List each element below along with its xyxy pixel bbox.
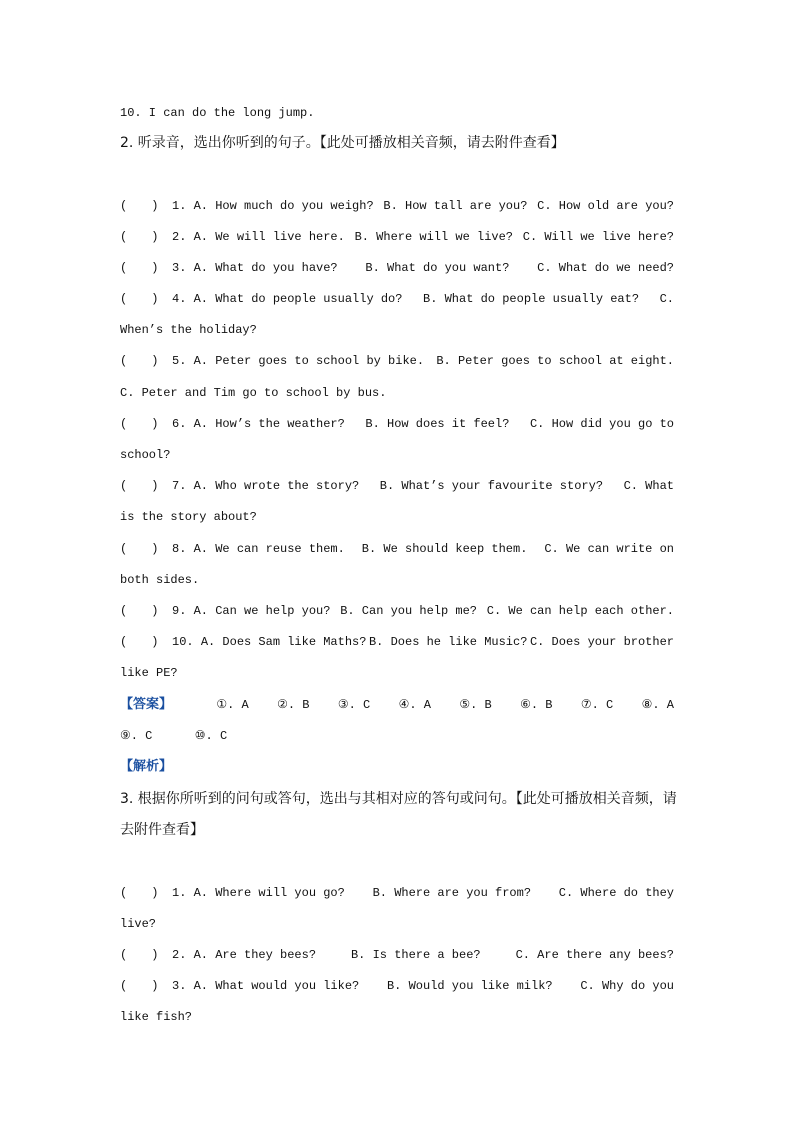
option-a: A. We will live here. xyxy=(193,230,345,244)
option-b: B. Where will we live? xyxy=(354,230,514,244)
question-number: 1. xyxy=(172,886,187,900)
question-row xyxy=(120,634,674,650)
question-number: 7. xyxy=(172,479,187,493)
question-number: 6. xyxy=(172,417,187,431)
section3-title-cont: 去附件查看】 xyxy=(120,822,204,838)
option-a: A. Are they bees? xyxy=(193,948,317,962)
option-c: C. We can help each other. xyxy=(486,604,674,618)
answer-item: ⑦. C xyxy=(580,698,614,712)
option-a: A. We can reuse them. xyxy=(193,542,345,556)
question-continuation: is the story about? xyxy=(120,510,257,524)
answer-item: ⑥. B xyxy=(520,698,553,712)
section3-title: 3. 根据你所听到的问句或答句，选出与其相对应的答句或问句。【此处可播放相关音频，请 xyxy=(120,791,677,807)
option-b: B. Can you help me? xyxy=(340,604,478,618)
question-number: 3. xyxy=(172,261,187,275)
option-a: A. How much do you weigh? xyxy=(193,199,374,213)
answer-blank[interactable]: ( ) xyxy=(120,542,159,556)
answer-blank[interactable]: ( ) xyxy=(120,635,159,649)
question-number: 5. xyxy=(172,354,187,368)
question-number: 3. xyxy=(172,979,187,993)
option-b: B. What do people usually eat? xyxy=(423,292,640,306)
question-continuation: both sides. xyxy=(120,573,200,587)
answer-blank[interactable]: ( ) xyxy=(120,292,159,306)
answers-row-2 xyxy=(120,728,674,744)
option-a: A. Peter goes to school by bike. xyxy=(193,354,425,368)
question-row xyxy=(120,885,674,901)
option-b: B. Is there a bee? xyxy=(350,948,481,962)
answer-blank[interactable]: ( ) xyxy=(120,948,159,962)
answer-blank[interactable]: ( ) xyxy=(120,979,159,993)
answer-item: ⑩. C xyxy=(194,729,228,743)
question-row xyxy=(120,978,674,994)
option-b: B. How tall are you? xyxy=(383,199,528,213)
answer-blank[interactable]: ( ) xyxy=(120,354,159,368)
question-row xyxy=(120,291,674,307)
option-c: C. xyxy=(659,292,674,306)
option-c: C. Does your brother xyxy=(529,635,674,649)
answer-item: ⑧. A xyxy=(641,698,674,712)
top-line: 10. I can do the long jump. xyxy=(120,106,315,120)
question-number: 9. xyxy=(172,604,187,618)
option-b: B. Where are you from? xyxy=(372,886,532,900)
option-b: B. Does he like Music? xyxy=(368,635,528,649)
answer-item: ⑤. B xyxy=(459,698,492,712)
answer-item: ④. A xyxy=(398,698,431,712)
option-b: B. How does it feel? xyxy=(365,417,510,431)
question-row xyxy=(120,353,674,369)
option-c: C. We can write on xyxy=(544,542,674,556)
answer-blank[interactable]: ( ) xyxy=(120,230,159,244)
option-c: C. What do we need? xyxy=(537,261,674,275)
option-a: A. Can we help you? xyxy=(193,604,331,618)
option-b: B. Peter goes to school at eight. xyxy=(436,354,674,368)
question-number: 1. xyxy=(172,199,187,213)
question-number: 10. xyxy=(172,635,194,649)
question-row xyxy=(120,603,674,619)
answer-blank[interactable]: ( ) xyxy=(120,479,159,493)
section2-title: 2. 听录音，选出你听到的句子。【此处可播放相关音频，请去附件查看】 xyxy=(120,135,565,151)
question-row xyxy=(120,260,674,276)
option-a: A. Does Sam like Maths? xyxy=(200,635,367,649)
option-c: C. Are there any bees? xyxy=(515,948,674,962)
question-number: 8. xyxy=(172,542,187,556)
option-c: C. Will we live here? xyxy=(522,230,674,244)
question-row xyxy=(120,198,674,214)
option-a: A. Who wrote the story? xyxy=(193,479,360,493)
analysis-label: 【解析】 xyxy=(120,759,173,774)
option-b: B. What’s your favourite story? xyxy=(379,479,604,493)
question-continuation: like PE? xyxy=(120,666,178,680)
answer-blank[interactable]: ( ) xyxy=(120,199,159,213)
option-a: A. What would you like? xyxy=(193,979,360,993)
answer-blank[interactable]: ( ) xyxy=(120,604,159,618)
answer-blank[interactable]: ( ) xyxy=(120,417,159,431)
question-row xyxy=(120,541,674,557)
option-c: C. What xyxy=(623,479,674,493)
option-b: B. Would you like milk? xyxy=(386,979,553,993)
question-continuation: like fish? xyxy=(120,1010,193,1024)
question-continuation: When’s the holiday? xyxy=(120,323,257,337)
option-b: B. What do you want? xyxy=(365,261,510,275)
question-row xyxy=(120,229,674,245)
option-c: C. Why do you xyxy=(580,979,674,993)
answer-item: ②. B xyxy=(277,698,310,712)
question-row xyxy=(120,478,674,494)
question-row xyxy=(120,947,674,963)
option-c: C. How did you go to xyxy=(529,417,674,431)
question-number: 2. xyxy=(172,230,187,244)
answer-item: ①. A xyxy=(216,698,249,712)
option-a: A. How’s the weather? xyxy=(193,417,345,431)
option-b: B. We should keep them. xyxy=(361,542,528,556)
question-row xyxy=(120,416,674,432)
question-continuation: live? xyxy=(120,917,157,931)
question-number: 4. xyxy=(172,292,187,306)
question-continuation: C. Peter and Tim go to school by bus. xyxy=(120,386,387,400)
option-a: A. What do people usually do? xyxy=(193,292,403,306)
answer-item: ⑨. C xyxy=(120,729,153,743)
option-c: C. How old are you? xyxy=(537,199,674,213)
answers-row xyxy=(120,697,674,713)
question-continuation: school? xyxy=(120,448,171,462)
question-number: 2. xyxy=(172,948,187,962)
answer-blank[interactable]: ( ) xyxy=(120,261,159,275)
option-a: A. Where will you go? xyxy=(193,886,345,900)
answer-label: 【答案】 xyxy=(120,697,173,712)
option-c: C. Where do they xyxy=(558,886,674,900)
answer-item: ③. C xyxy=(337,698,371,712)
option-a: A. What do you have? xyxy=(193,261,338,275)
answer-blank[interactable]: ( ) xyxy=(120,886,159,900)
